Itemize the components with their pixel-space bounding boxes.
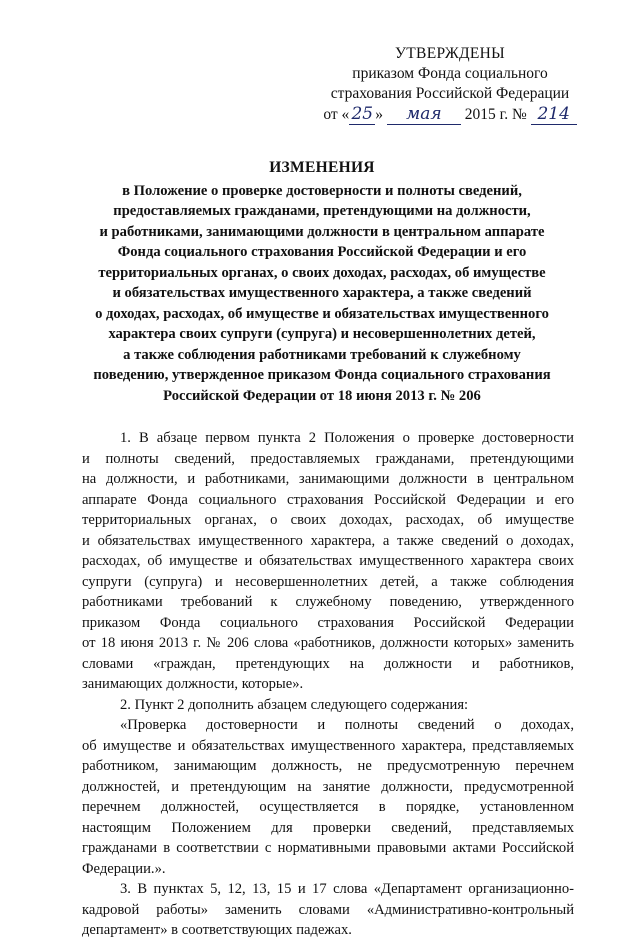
document-heading [62,158,582,406]
body-line: словами «граждан, претендующих на должности и работников, [82,655,574,672]
handwritten-month: мая [387,104,461,125]
heading-line: и обязательствах имущественного характера, а также сведений [112,285,532,301]
approval-line-1: приказом Фонда социального [352,65,548,82]
body-line: и полноты сведений, предоставляемых гражданами, претендующими [82,450,574,467]
body-line: занимающих должности, которые». [82,676,304,692]
body-line: работниками требований к служебному поведению, утвержденного [82,594,574,610]
body-line: приказом Фонда социального страхования Российской Федерации [82,614,574,631]
body-line: расходах, об имуществе и обязательствах имущественного характера своих [82,553,574,569]
heading-line: поведению, утвержденное приказом Фонда социального страхования [93,367,551,383]
body-line: от 18 июня 2013 г. № 206 слова «работников, должности которых» заменить [82,635,574,651]
handwritten-order-number: 214 [531,104,577,125]
body-line: 3. В пунктах 5, 12, 13, 15 и 17 слова «Департамент организационно- [120,881,574,897]
body-line: 1. В абзаце первом пункта 2 Положения о проверке достоверности [120,430,574,446]
date-year: 2015 г. № [464,106,527,123]
heading-line: в Положение о проверке достоверности и полноты сведений, [122,182,522,199]
body-line: на должности, и работниками, занимающими должности в центральном [82,471,574,487]
body-line: настоящим Положением для проверки сведений, представляемых [82,819,574,836]
heading-line: о доходах, расходах, об имуществе и обязательствах имущественного [95,305,549,322]
heading-title: ИЗМЕНЕНИЯ [269,159,375,176]
approval-date [300,104,600,125]
heading-line: Российской Федерации от 18 июня 2013 г. № 206 [163,387,481,404]
body-line: Федерации.». [82,860,166,877]
body-line: «Проверка достоверности и полноты сведений о доходах, [120,717,574,733]
body-line: аппарате Фонда социального страхования Российской Федерации и его [82,491,574,508]
body-line: супруги (супруга) и несовершеннолетних детей, а также соблюдения [82,573,574,590]
body-line: работником, занимающим должность, не предусмотренную перечнем [82,758,574,774]
body-line: департамент» в соответствующих падежах. [82,922,352,938]
date-prefix: от « [323,106,350,123]
body-line: должностей, и претендующим на занятие должности, предусмотренной [82,778,574,795]
body-line: и обязательствах имущественного характера, а также сведений о доходах, [82,532,574,549]
body-line: 2. Пункт 2 дополнить абзацем следующего содержания: [120,696,469,713]
heading-line: характера своих супруги (супруга) и несовершеннолетних детей, [108,326,536,342]
body-line: перечнем должностей, осуществляется в порядке, установленном [82,799,574,815]
approval-line-2: страхования Российской Федерации [330,85,570,102]
date-mid: » [375,106,384,123]
body-line: об имуществе и обязательствах имущественного характера, представляемых [82,737,574,754]
document-body [82,428,574,941]
heading-line: а также соблюдения работниками требований к служебному [123,346,521,363]
heading-line: Фонда социального страхования Российской Федерации и его [117,244,527,260]
handwritten-day: 25 [349,104,375,125]
approval-title: УТВЕРЖДЕНЫ [395,45,505,62]
heading-line: предоставляемых гражданами, претендующими на должности, [113,203,531,219]
approval-stamp [300,44,600,125]
body-line: кадровой работы» заменить словами «Административно-контрольный [82,901,574,918]
heading-line: территориальных органах, о своих доходах, расходах, об имуществе [98,264,546,281]
heading-lines [62,181,582,407]
body-line: гражданами в соответствии с нормативными правовыми актами Российской [82,840,574,856]
heading-line: и работниками, занимающими должности в центральном аппарате [99,223,545,240]
body-line: территориальных органах, о своих доходах, расходах, об имуществе [82,512,574,528]
